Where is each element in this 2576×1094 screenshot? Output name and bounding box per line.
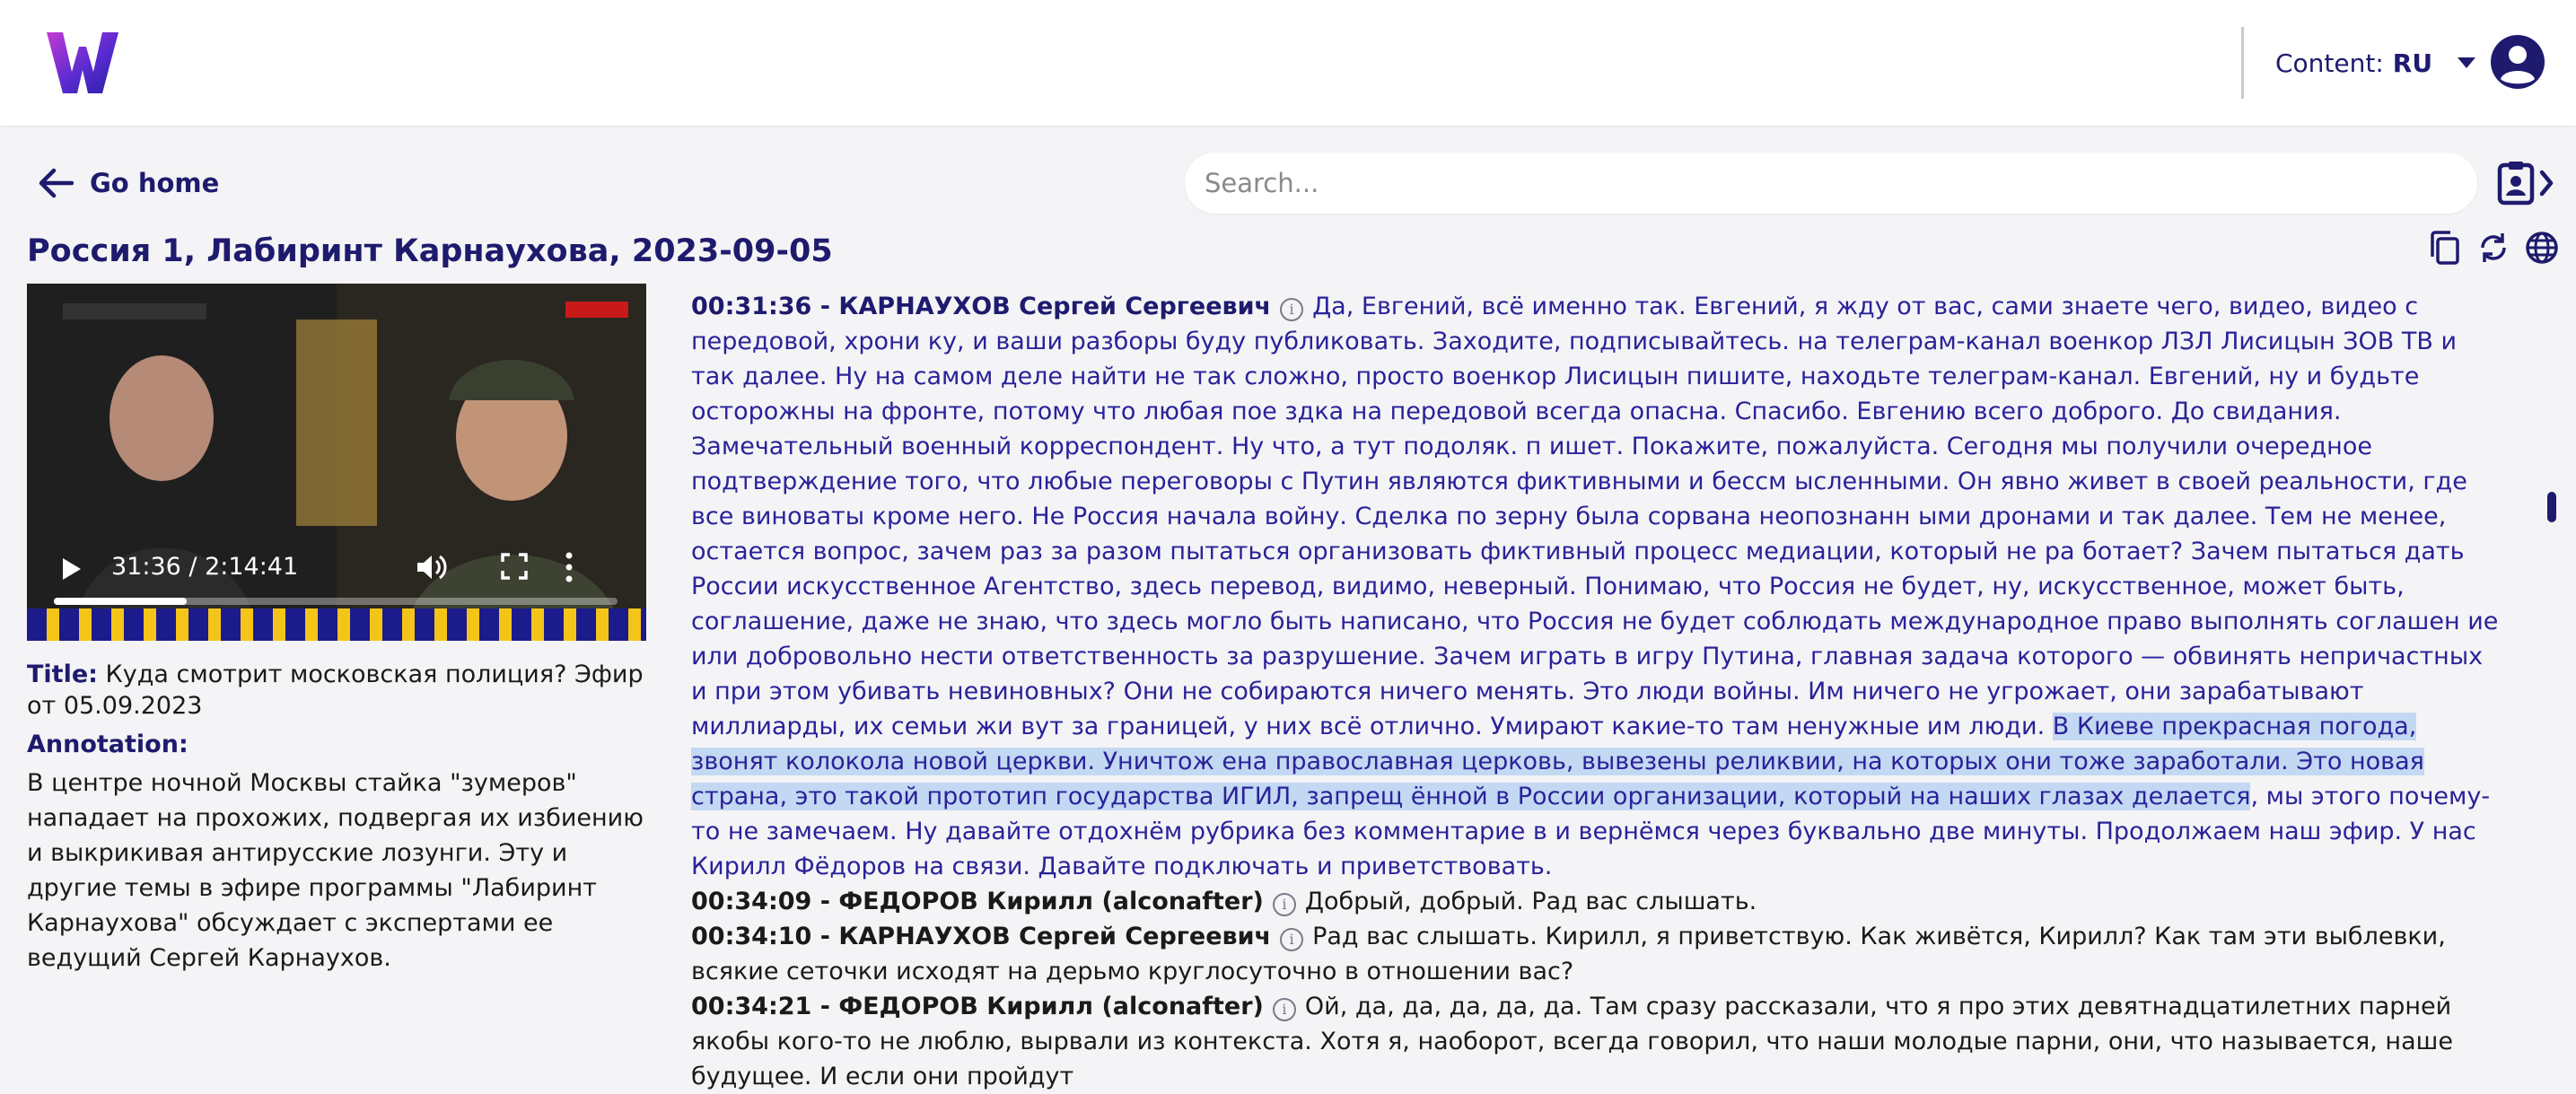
segment-timestamp[interactable]: 00:34:21 [691,993,812,1020]
page-title: Россия 1, Лабиринт Карнаухова, 2023-09-05 [27,233,833,269]
segment-text: Добрый, добрый. Рад вас слышать. [1304,888,1757,915]
segment-timestamp[interactable]: 00:34:09 [691,888,812,915]
fullscreen-icon[interactable] [501,553,528,580]
segment-speaker: КАРНАУХОВ Сергей Сергеевич [838,293,1272,320]
video-progress-fill [54,598,187,605]
segment-text: Ой, да, да, да, да, да. Там сразу рассказали, что я про этих девятнадцатилетних парней якобы кого-то не люблю, вырвали из контекста. Хотя я, наоборот, всегда говорил, что наши молодые парни, они, что называется, наше будущее. И если они пройдут [691,993,2453,1090]
transcript [691,289,2504,1094]
title-label: Title: [27,661,98,688]
segment-speaker: ФЕДОРОВ Кирилл (alconafter) [838,993,1264,1020]
top-bar [0,0,2576,126]
header-divider [2241,27,2244,99]
user-avatar-icon[interactable] [2490,34,2545,90]
video-ticker-strip [27,608,646,641]
transcript-toolbar [2427,230,2560,266]
segment-text-highlighted: В Киеве прекрасная погода, звонят колокола новой церкви. Уничтож ена православная церковь, вывезены реликвии, на которых они тоже заработали. Это новая страна, это такой прототип государства ИГИЛ, запрещ ённой в России организации, который на наших глазах делается [691,713,2424,810]
segment-speaker: ФЕДОРОВ Кирилл (alconafter) [838,888,1264,915]
annotation-text: В центре ночной Москвы стайка "зумеров" нападает на прохожих, подвергая их избиению и выкрикивая антирусские лозунги. Эту и другие темы в эфире программы "Лабиринт Карнаухова" обсуждает с экспертами ее ведущий Сергей Карнаухов. [27,769,644,972]
content-language-select[interactable] [2275,45,2475,81]
chevron-right-icon [2542,172,2551,194]
episode-meta [27,659,655,976]
segment-text: Да, Евгений, всё именно так. Евгений, я жду от вас, сами знаете чего, видео, видео с передовой, хрони ку, и ваши разборы буду публиковать. Заходите, подписывайтесь. на телеграм-канал военкор ЛЗЛ Лисицын ЗОВ ТВ и так далее. Ну на самом деле найти не так сложно, просто военкор Лисицын пишите, находьте телеграм-канал. Евгений, ну и будьте осторожны на фронте, потому что любая пое здка на передовой всегда опасна. Спасибо. Евгению всего доброго. До свидания. Замечательный военный корреспондент. Ну что, а тут подоляк. п ишет. Покажите, пожалуйста. Сегодня мы получили очередное подтверждение того, что любые переговоры с Путин являются фиктивными и бессм ысленными. Он явно живет в своей реальности, где все виноваты кроме него. Не Россия начала войну. Сделка по зерну была сорвана неопознанн ыми дронами и так далее. Тем не менее, остается вопрос, зачем раз за разом пытаться организовать фиктивный процесс медиации, который не ра ботает? Зачем пытаться дать России искусственное Агентство, здесь перевод, видимо, неверный. Понимаю, что Россия не будет, ну, искусственное, может быть, соглашение, даже не знаю, что здесь могло быть написано, что Россия не будет соблюдать международное право выполнять соглашен ие или добровольно нести ответственность за разрушение. Зачем играть в игру Путина, главная задача которого — обвинять непричастных и при этом убивать невиновных? Они не собираются ничего менять. Это люди войны. Им ничего не угрожает, они зарабатывают миллиарды, их семьи жи вут за границей, у них всё отлично. Умирают какие-то там ненужные им люди. [691,293,2499,740]
content-label: Content: [2275,48,2384,78]
episode-title [27,659,655,722]
transcript-scrollbar[interactable] [2547,492,2556,522]
search-bar[interactable] [1185,153,2477,214]
video-controls [27,533,646,605]
go-home-link[interactable] [38,162,219,205]
arrow-left-icon [38,168,74,198]
segment-text: Рад вас слышать. Кирилл, я приветствую. Как живётся, Кирилл? Как там эти выблевки, всякие сеточки исходят на дерьмо круглосуточно в отношении вас? [691,923,2446,985]
transcript-segment[interactable]: 00:34:21 - ФЕДОРОВ Кирилл (alconafter) i Ой, да, да, да, да, да. Там сразу рассказали, что я про этих девятнадцатилетних парней якобы кого-то не люблю, вырвали из контекста. Хотя я, наоборот, всегда говорил, что наши молодые парни, они, что называется, наше будущее. И если они пройдут [691,993,2453,1090]
globe-icon[interactable] [2524,230,2560,266]
info-icon[interactable]: i [1273,893,1296,916]
clipboard-user-icon[interactable] [2497,160,2556,206]
more-vertical-icon[interactable] [564,551,574,583]
segment-text-after: , мы этого почему-то не замечаем. Ну давайте отдохнём рубрика без комментарие в и вернёмся через буквально две минуты. Продолжаем наш эфир. У нас Кирилл Фёдоров на связи. Давайте подключать и приветствовать. [691,783,2491,880]
transcript-segment[interactable]: 00:31:36 - КАРНАУХОВ Сергей Сергеевич i Да, Евгений, всё именно так. Евгений, я жду от вас, сами знаете чего, видео, видео с передовой, хрони ку, и ваши разборы буду публиковать. Заходите, подписывайтесь. на телеграм-канал военкор ЛЗЛ Лисицын ЗОВ ТВ и так далее. Ну на самом деле найти не так сложно, просто военкор Лисицын пишите, находьте телеграм-канал. Евгений, ну и будьте осторожны на фронте, потому что любая пое здка на передовой всегда опасна. Спасибо. Евгению всего доброго. До свидания. Замечательный военный корреспондент. Ну что, а тут подоляк. п ишет. Покажите, пожалуйста. Сегодня мы получили очередное подтверждение того, что любые переговоры с Путин являются фиктивными и бессм ысленными. Он явно живет в своей реальности, где все виноваты кроме него. Не Россия начала войну. Сделка по зерну была сорвана неопознанн ыми дронами и так далее. Тем не менее, остается вопрос, зачем раз за разом пытаться организовать фиктивный процесс медиации, который не ра ботает? Зачем пытаться дать России искусственное Агентство, здесь перевод, видимо, неверный. Понимаю, что Россия не будет, ну, искусственное, может быть, соглашение, даже не знаю, что здесь могло быть написано, что Россия не будет соблюдать международное право выполнять соглашен ие или добровольно нести ответственность за разрушение. Зачем играть в игру Путина, главная задача которого — обвинять непричастных и при этом убивать невиновных? Они не собираются ничего менять. Это люди войны. Им ничего не угрожает, они зарабатывают миллиарды, их семьи жи вут за границей, у них всё отлично. Умирают какие-то там ненужные им люди. В Киеве прекрасная погода, звонят колокола новой церкви. Уничтож ена православная церковь, вывезены реликвии, на которых они тоже заработали. Это новая страна, это такой прототип государства ИГИЛ, запрещ ённой в России организации, который на наших глазах делается, мы этого почему-то не замечаем. Ну давайте отдохнём рубрика без комментарие в и вернёмся через буквально две минуты. Продолжаем наш эфир. У нас Кирилл Фёдоров на связи. Давайте подключать и приветствовать. [691,293,2499,880]
info-icon[interactable]: i [1280,928,1303,951]
video-time: 31:36 / 2:14:41 [111,553,299,581]
logo-w-icon[interactable] [45,29,120,97]
transcript-segment[interactable]: 00:34:09 - ФЕДОРОВ Кирилл (alconafter) i Добрый, добрый. Рад вас слышать. [691,888,1757,915]
title-value: Куда смотрит московская полиция? Эфир от 05.09.2023 [27,661,644,720]
transcript-segment[interactable]: 00:34:10 - КАРНАУХОВ Сергей Сергеевич i Рад вас слышать. Кирилл, я приветствую. Как живётся, Кирилл? Как там эти выблевки, всякие сеточки исходят на дерьмо круглосуточно в отношении вас? [691,923,2446,985]
chevron-down-icon [2458,57,2475,68]
play-icon[interactable] [61,556,83,582]
annotation-label: Annotation: [27,731,188,758]
segment-timestamp[interactable]: 00:34:10 [691,923,812,950]
segment-timestamp[interactable]: 00:31:36 [691,293,812,320]
copy-icon[interactable] [2427,230,2463,266]
info-icon[interactable]: i [1273,998,1296,1021]
segment-speaker: КАРНАУХОВ Сергей Сергеевич [838,923,1272,950]
info-icon[interactable]: i [1280,298,1303,321]
volume-icon[interactable] [415,551,447,583]
video-player[interactable] [27,284,646,641]
search-input[interactable] [1203,167,2459,199]
sync-icon[interactable] [2475,230,2511,266]
video-progress-bar[interactable] [54,598,618,605]
content-value: RU [2392,48,2433,78]
go-home-label: Go home [90,168,220,198]
